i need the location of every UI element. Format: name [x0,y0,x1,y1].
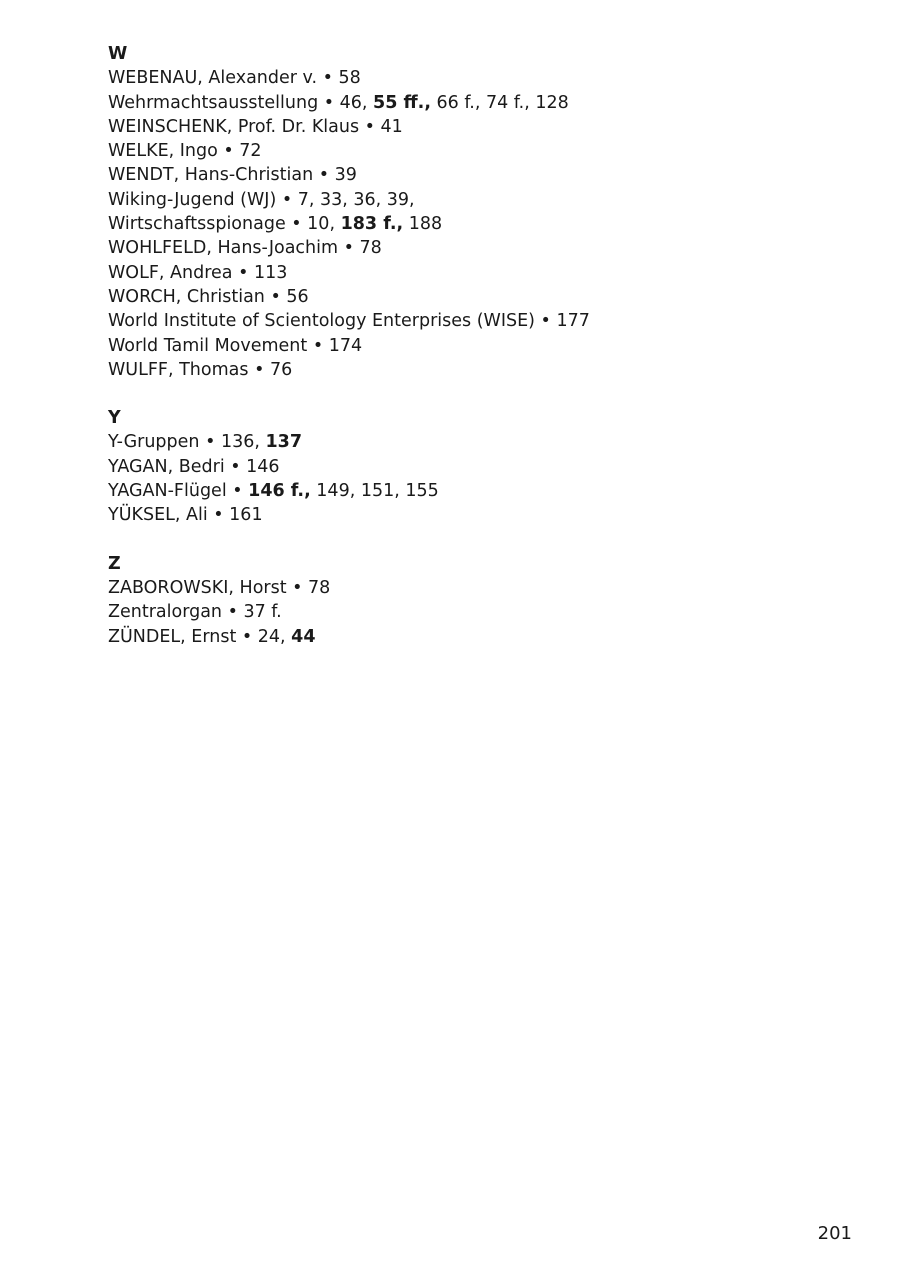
entry-page-ref-primary: 137 [265,432,303,453]
entry-name: WOHLFELD, Hans-Joachim [108,238,339,259]
entry-page-ref: 72 [239,141,262,162]
entry-name: Wehrmachtsausstellung [108,92,319,113]
entry-separator: • [286,577,309,598]
entry-name: WENDT, Hans-Christian [108,165,314,186]
entry-separator: • [222,602,244,623]
section-letter: Y [108,408,121,429]
entry-separator: • [236,626,258,647]
index-entry [108,334,868,358]
entry-page-ref: 177 [556,311,590,332]
entry-page-ref: 24, [257,626,292,647]
entry-name: Y-Gruppen [108,432,200,453]
index-entry [108,115,868,139]
section-letter: Z [108,553,121,574]
index-entry [108,358,868,382]
entry-page-ref: 161 [229,505,263,526]
entry-page-ref: 76 [269,359,293,380]
entry-name: WEBENAU, Alexander v. [108,68,318,89]
entry-name: World Institute of Scientology Enterprises (WISE) [108,311,535,332]
entry-separator: • [338,238,360,259]
entry-name: WEINSCHENK, Prof. Dr. Klaus [108,116,360,137]
entry-name: WULFF, Thomas [108,359,249,380]
entry-separator: • [317,68,339,89]
entry-name: Wirtschaftsspionage [108,214,286,235]
entry-separator: • [226,481,249,502]
entry-page-ref: 136, [220,432,266,453]
index-entry [108,455,868,479]
entry-name: YAGAN-Flügel [108,481,227,502]
entry-name: WORCH, Christian [108,286,265,307]
entry-page-ref: 146 [246,456,280,477]
index-entry [108,163,868,187]
entry-separator: • [359,116,381,137]
entry-page-ref: 37 f. [243,602,282,623]
index-entry [108,261,868,285]
entry-page-ref-primary: 183 f., [340,214,404,235]
entry-name: World Tamil Movement [108,335,308,356]
entry-page-ref: 46, [339,92,374,113]
entry-name: ZABOROWSKI, Horst [108,577,287,598]
entry-page-ref: 10, [307,214,341,235]
index-section-w [108,42,868,382]
index-entry [108,600,868,624]
entry-separator: • [534,311,557,332]
entry-separator: • [232,262,254,283]
entry-page-ref: 7, 33, 36, 39, [297,189,415,210]
entry-page-ref: 78 [359,238,382,259]
section-letter: W [108,44,128,64]
index-entry [108,430,868,454]
entry-name: Wiking-Jugend (WJ) [108,189,277,210]
index-entry [108,576,868,600]
entry-name: YAGAN, Bedri [108,456,225,477]
entry-separator: • [264,286,287,307]
index-entry [108,309,868,333]
entry-page-ref: 39 [334,165,357,186]
entry-separator: • [199,432,221,453]
entry-separator: • [276,189,298,210]
entry-page-ref: 174 [328,335,363,356]
entry-page-ref: 149, 151, 155 [310,481,439,502]
entry-separator: • [217,141,240,162]
entry-page-ref: 113 [253,262,288,283]
entry-separator: • [248,359,270,380]
page-number: 201 [817,1223,852,1244]
index-entry [108,625,868,649]
entry-page-ref: 58 [338,68,361,89]
entry-separator: • [207,505,230,526]
entry-name: WOLF, Andrea [108,262,233,283]
entry-page-ref-primary: 55 ff., [373,92,431,113]
index-section-z [108,552,868,649]
entry-name: ZÜNDEL, Ernst [108,626,237,647]
entry-separator: • [313,165,335,186]
index-entry [108,236,868,260]
entry-name: WELKE, Ingo [108,141,218,162]
index-entry [108,285,868,309]
entry-separator: • [318,92,340,113]
entry-page-ref-primary: 146 f., [248,481,311,502]
index-entry [108,188,868,212]
entry-separator: • [285,214,308,235]
index-entry [108,479,868,503]
index-entry [108,212,868,236]
index-section-y [108,406,868,527]
entry-page-ref: 66 f., 74 f., 128 [430,92,569,113]
entry-page-ref: 78 [308,577,331,598]
index-entry [108,91,868,115]
entry-name: YÜKSEL, Ali [108,505,208,526]
entry-page-ref: 41 [380,116,403,137]
index-entry [108,503,868,527]
entry-page-ref: 188 [403,214,443,235]
index-entry [108,139,868,163]
index-list [108,42,868,673]
index-entry [108,66,868,90]
entry-page-ref: 56 [286,286,309,307]
entry-name: Zentralorgan [108,602,223,623]
entry-page-ref-primary: 44 [291,626,316,647]
entry-separator: • [224,456,247,477]
entry-separator: • [307,335,329,356]
